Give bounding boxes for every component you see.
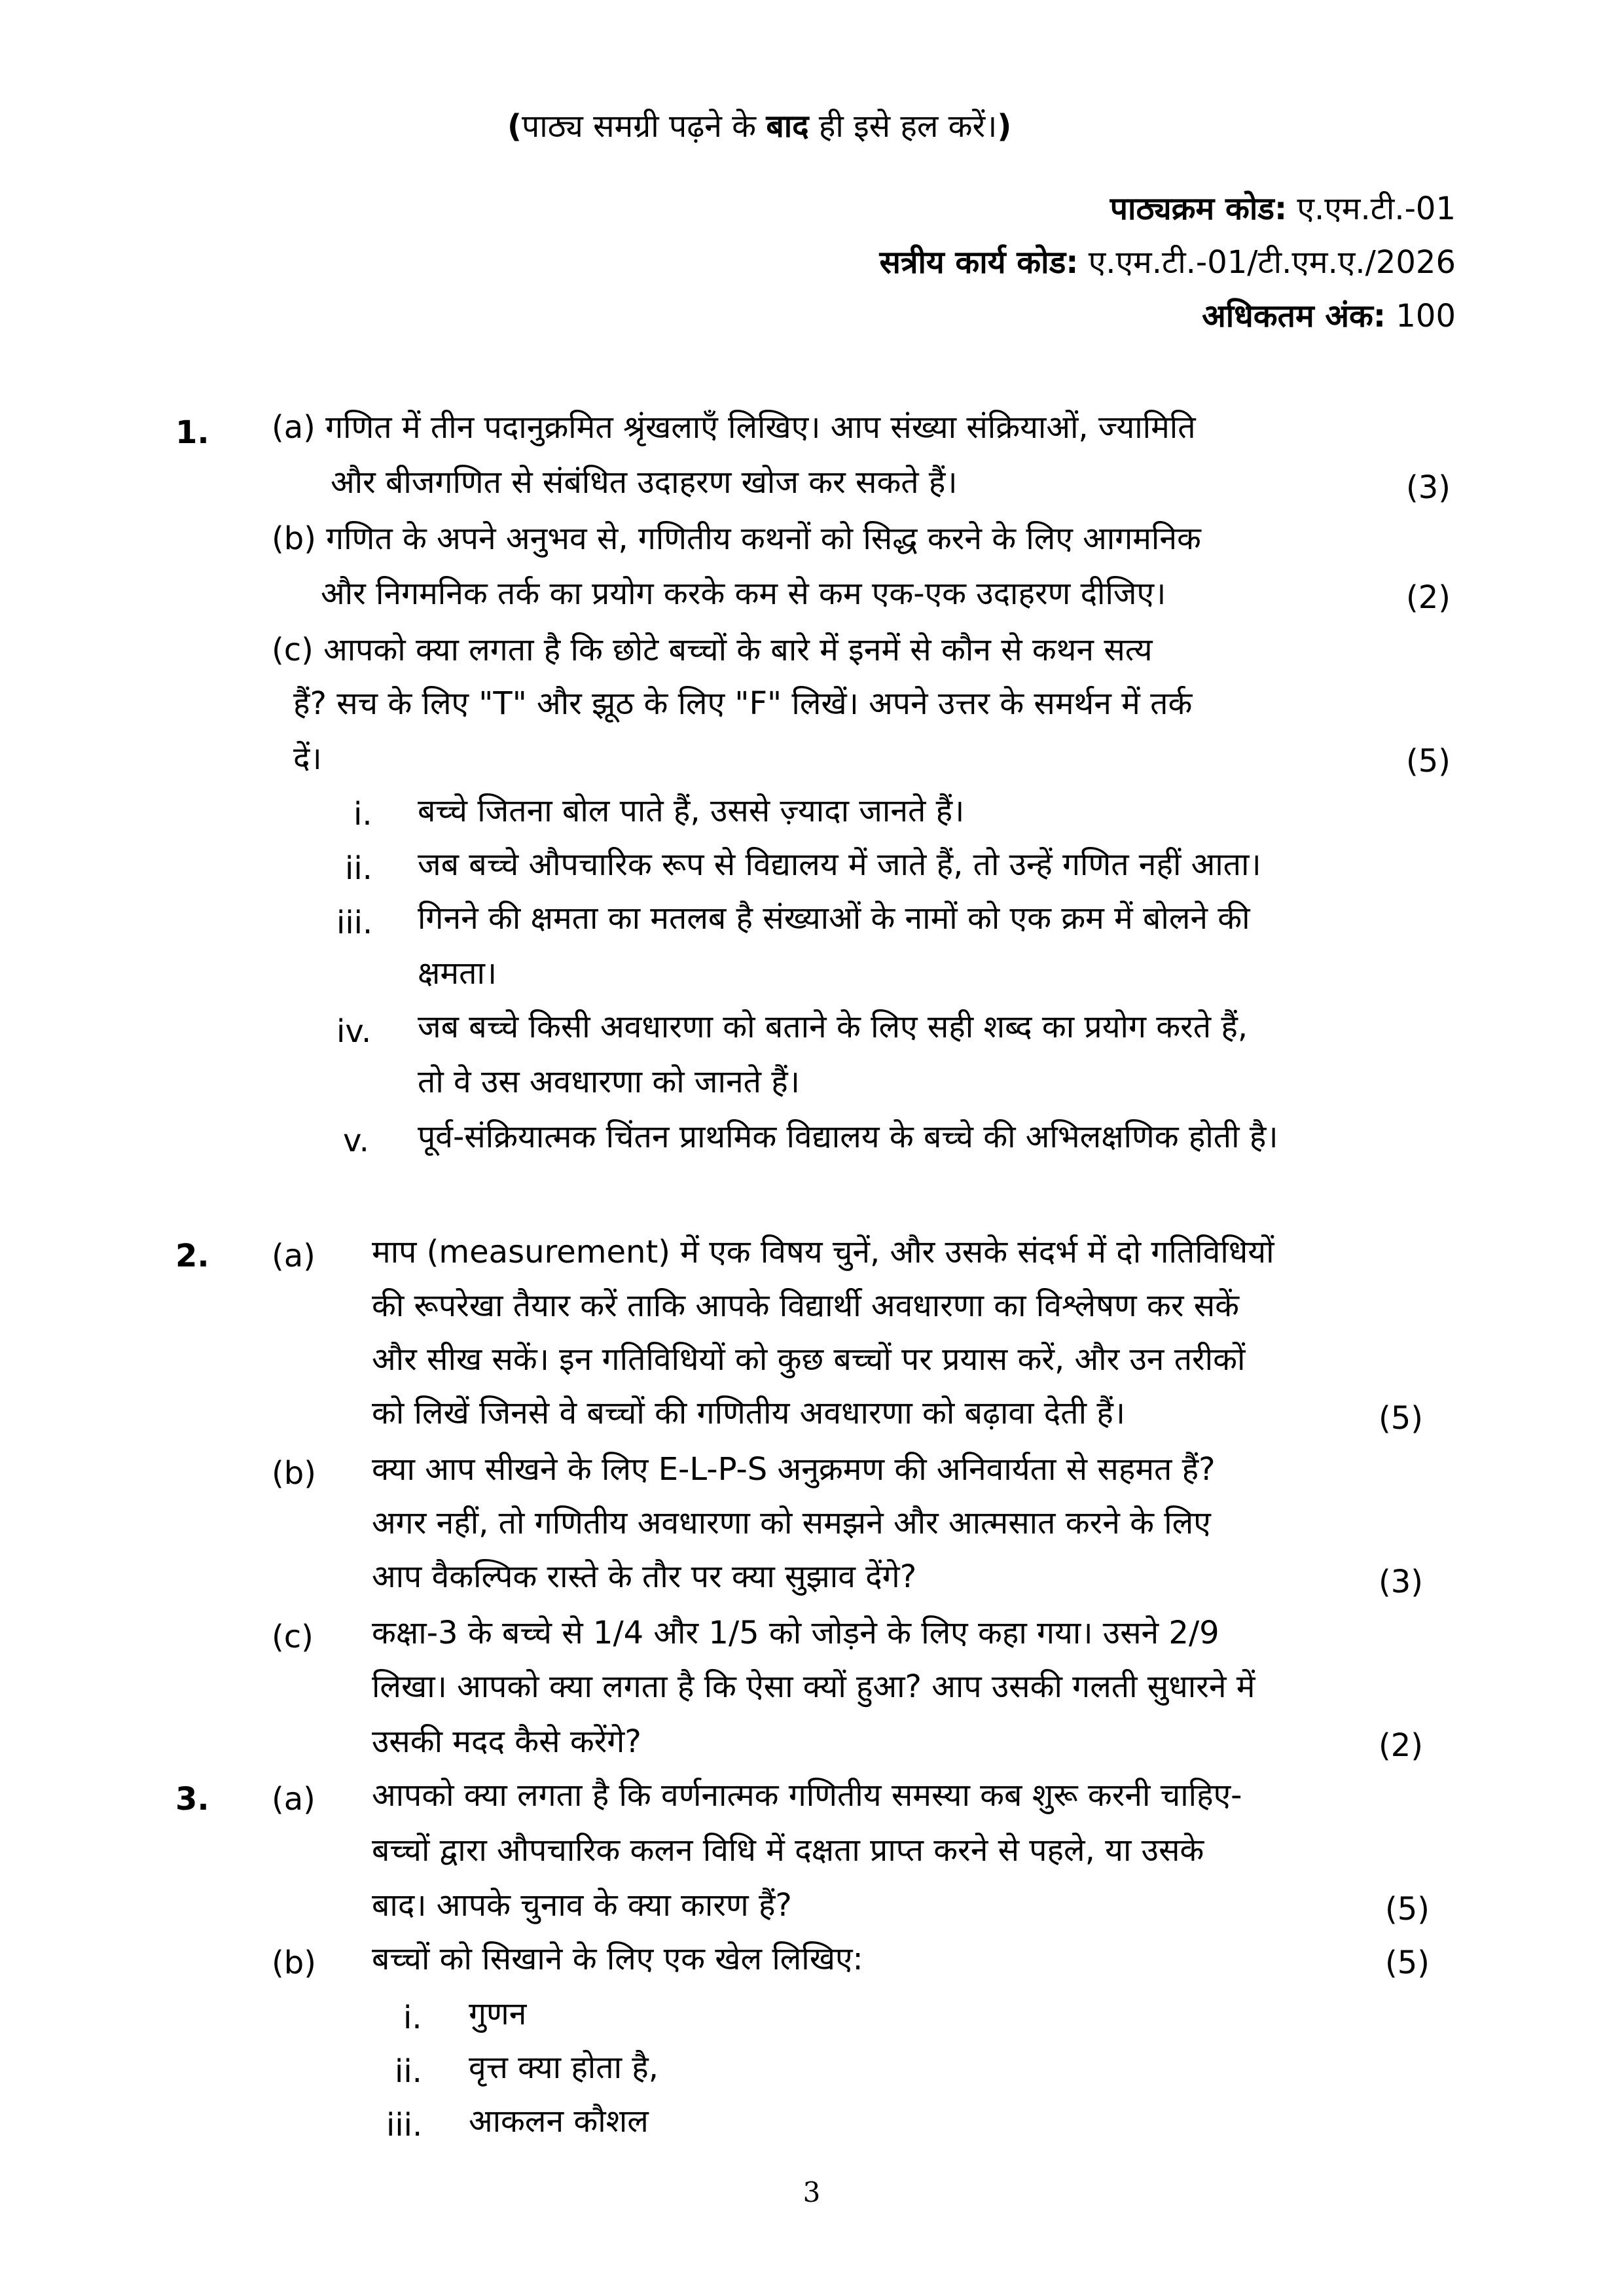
q1-item-num: i. xyxy=(353,796,372,833)
q1-a-marks: (3) xyxy=(1406,469,1451,506)
q2-a-label: (a) xyxy=(272,1238,316,1274)
course-code-value: ए.एम.टी.-01 xyxy=(1287,190,1456,227)
q1-item-text-cont: क्षमता। xyxy=(418,955,497,992)
q3-item-num: i. xyxy=(403,2000,422,2036)
q2-c-marks: (2) xyxy=(1379,1727,1423,1764)
q3-item-text: आकलन कौशल xyxy=(469,2103,649,2140)
q2-c-line2: लिखा। आपको क्या लगता है कि ऐसा क्यों हुआ? आप उसकी गलती सुधारने में xyxy=(372,1668,1255,1705)
instruction-close-paren: ) xyxy=(997,108,1012,145)
q3-item-text: वृत्त क्या होता है, xyxy=(469,2049,659,2086)
instruction-text: पाठ्य समग्री पढ़ने के xyxy=(521,108,767,145)
q1-b-marks: (2) xyxy=(1406,579,1451,616)
q2-c-line3: उसकी मदद कैसे करेंगे? xyxy=(372,1723,641,1760)
q1-item-text-cont: तो वे उस अवधारणा को जानते हैं। xyxy=(418,1064,800,1100)
q2-a-line3: और सीख सकें। इन गतिविधियों को कुछ बच्चों पर प्रयास करें, और उन तरीकों xyxy=(372,1341,1246,1378)
q3-a-marks: (5) xyxy=(1385,1891,1430,1928)
q1-item-text: जब बच्चे औपचारिक रूप से विद्यालय में जाते हैं, तो उन्हें गणित नहीं आता। xyxy=(418,846,1261,883)
q3-item-num: ii. xyxy=(395,2053,422,2090)
q1-c-line3: दें। xyxy=(293,740,322,777)
q2-c-line1: कक्षा-3 के बच्चे से 1/4 और 1/5 को जोड़ने के लिए कहा गया। उसने 2/9 xyxy=(372,1615,1219,1651)
q2-b-line1: क्या आप सीखने के लिए E-L-P-S अनुक्रमण की अनिवार्यता से सहमत हैं? xyxy=(372,1451,1216,1488)
q2-b-marks: (3) xyxy=(1379,1564,1423,1600)
q1-item-text: गिनने की क्षमता का मतलब है संख्याओं के नामों को एक क्रम में बोलने की xyxy=(418,900,1250,937)
q1-c-line1: (c) आपको क्या लगता है कि छोटे बच्चों के बारे में इनमें से कौन से कथन सत्य xyxy=(272,632,1153,668)
q1-number: 1. xyxy=(175,414,209,451)
assignment-code xyxy=(880,242,1456,283)
q2-a-line4: को लिखें जिनसे वे बच्चों की गणितीय अवधारणा को बढ़ावा देती हैं। xyxy=(372,1395,1126,1431)
q1-b-line2: और निगमनिक तर्क का प्रयोग करके कम से कम एक-एक उदाहरण दीजिए। xyxy=(321,575,1166,612)
q1-item-text: जब बच्चे किसी अवधारणा को बताने के लिए सही शब्द का प्रयोग करते हैं, xyxy=(418,1009,1248,1045)
q3-item-num: iii. xyxy=(386,2107,423,2144)
q2-number: 2. xyxy=(175,1238,209,1274)
max-marks xyxy=(1202,296,1456,336)
q1-item-num: iii. xyxy=(336,905,373,941)
q2-a-line2: की रूपरेखा तैयार करें ताकि आपके विद्यार्थी अवधारणा का विश्लेषण कर सकें xyxy=(372,1287,1240,1324)
q1-item-num: v. xyxy=(343,1122,369,1159)
q2-a-line1: माप (measurement) में एक विषय चुनें, और उसके संदर्भ में दो गतिविधियों xyxy=(372,1234,1274,1270)
q2-b-label: (b) xyxy=(272,1455,316,1492)
instruction-line xyxy=(507,106,1011,147)
q1-item-num: ii. xyxy=(345,850,372,887)
q1-c-line2: हैं? सच के लिए "T" और झूठ के लिए "F" लिखें। अपने उत्तर के समर्थन में तर्क xyxy=(293,685,1193,722)
q2-b-line3: आप वैकल्पिक रास्ते के तौर पर क्या सुझाव देंगे? xyxy=(372,1558,917,1595)
assignment-code-label: सत्रीय कार्य कोड: xyxy=(879,244,1079,281)
q1-b-line1: (b) गणित के अपने अनुभव से, गणितीय कथनों को सिद्ध करने के लिए आगमनिक xyxy=(272,520,1201,557)
q3-b-label: (b) xyxy=(272,1945,316,1981)
q1-c-marks: (5) xyxy=(1406,743,1451,780)
instruction-bold: बाद xyxy=(766,108,809,145)
q1-item-num: iv. xyxy=(336,1013,372,1050)
q1-item-text: पूर्व-संक्रियात्मक चिंतन प्राथमिक विद्यालय के बच्चे की अभिलक्षणिक होती है। xyxy=(418,1119,1278,1155)
page-number: 3 xyxy=(803,2176,821,2208)
q1-a-line2: और बीजगणित से संबंधित उदाहरण खोज कर सकते हैं। xyxy=(331,464,958,501)
q3-a-line2: बच्चों द्वारा औपचारिक कलन विधि में दक्षता प्राप्त करने से पहले, या उसके xyxy=(372,1832,1204,1869)
q1-a-line1: (a) गणित में तीन पदानुक्रमित श्रृंखलाएँ लिखिए। आप संख्या संक्रियाओं, ज्यामिति xyxy=(272,409,1196,446)
q3-a-label: (a) xyxy=(272,1781,316,1818)
q3-a-line1: आपको क्या लगता है कि वर्णनात्मक गणितीय समस्या कब शुरू करनी चाहिए- xyxy=(372,1777,1242,1814)
course-code xyxy=(1110,188,1456,229)
q3-a-line3: बाद। आपके चुनाव के क्या कारण हैं? xyxy=(372,1887,792,1924)
q3-b-marks: (5) xyxy=(1385,1945,1430,1981)
instruction-text2: ही इसे हल करें। xyxy=(808,108,998,145)
q3-item-text: गुणन xyxy=(469,1996,527,2032)
assignment-code-value: ए.एम.टी.-01/टी.एम.ए./2026 xyxy=(1078,244,1456,281)
max-marks-value: 100 xyxy=(1386,298,1456,334)
q2-c-label: (c) xyxy=(272,1619,314,1655)
q2-b-line2: अगर नहीं, तो गणितीय अवधारणा को समझने और आत्मसात करने के लिए xyxy=(372,1505,1211,1541)
max-marks-label: अधिकतम अंक: xyxy=(1202,298,1386,334)
q1-item-text: बच्चे जितना बोल पाते हैं, उससे ज़्यादा जानते हैं। xyxy=(418,793,965,829)
q3-b-line1: बच्चों को सिखाने के लिए एक खेल लिखिए: xyxy=(372,1941,863,1977)
q3-number: 3. xyxy=(175,1781,209,1818)
instruction-open-paren: ( xyxy=(507,108,522,145)
q2-a-marks: (5) xyxy=(1379,1400,1423,1437)
course-code-label: पाठ्यक्रम कोड: xyxy=(1110,190,1288,227)
